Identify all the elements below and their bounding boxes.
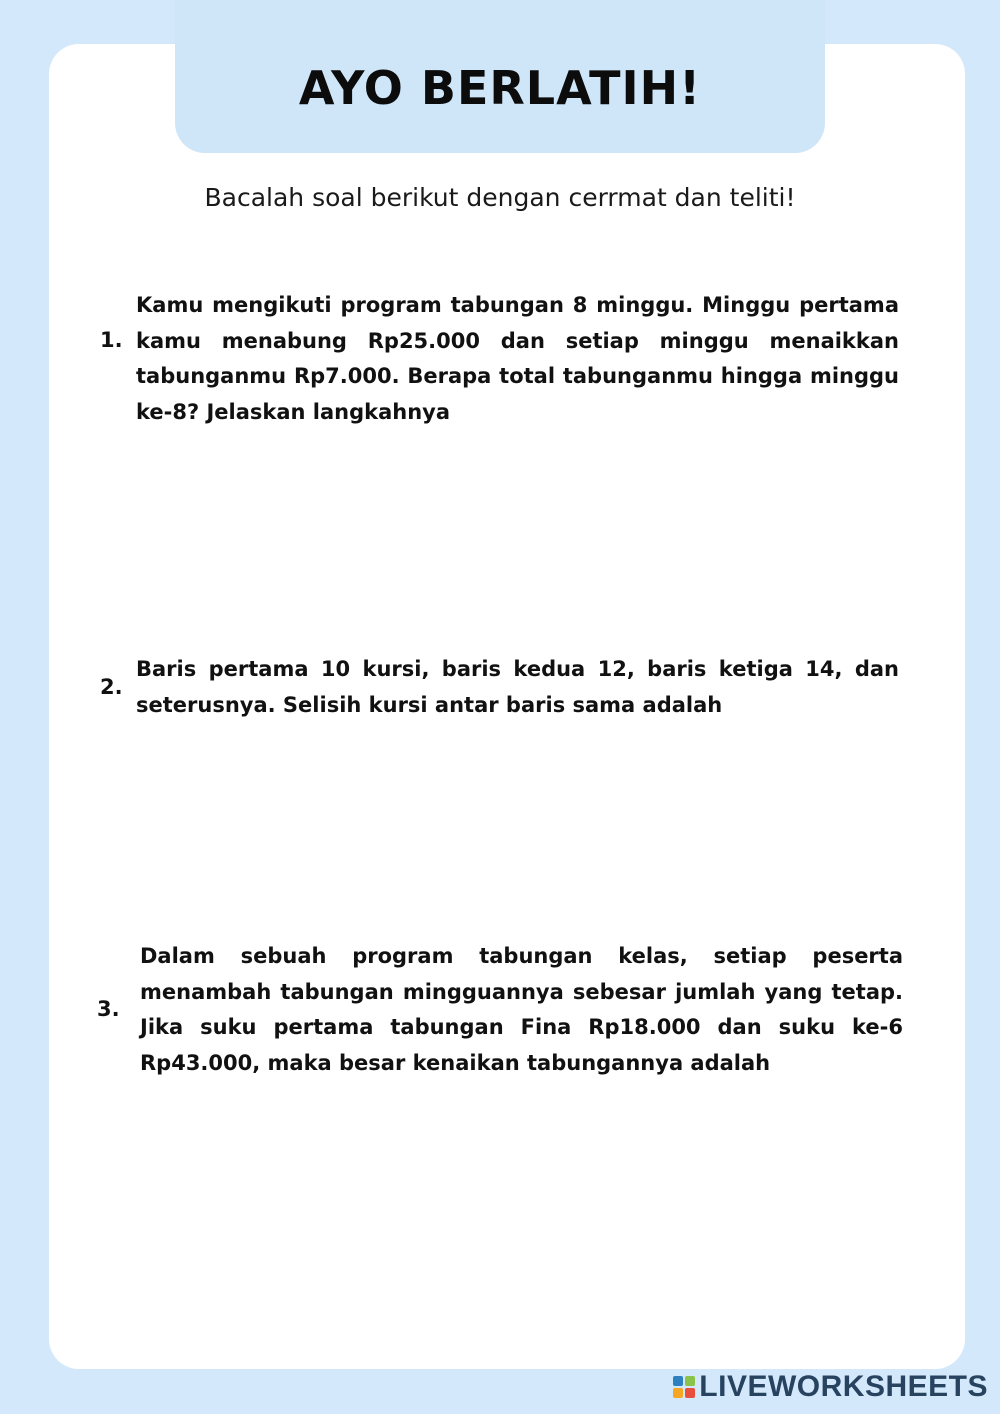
question-text: Baris pertama 10 kursi, baris kedua 12, baris ketiga 14, dan seterusnya. Selisih kursi antar baris sama adalah — [136, 657, 899, 717]
question-number: 1. — [100, 328, 123, 352]
watermark-text: LIVEWORKSHEETS — [699, 1370, 988, 1403]
question-number: 2. — [100, 675, 123, 699]
page-title: AYO BERLATIH! — [298, 60, 702, 115]
question-text: Kamu mengikuti program tabungan 8 minggu. Minggu pertama kamu menabung Rp25.000 dan setiap minggu menaikkan tabunganmu Rp7.000. Berapa total tabunganmu hingga minggu ke-8? Jelaskan langkahnya — [136, 293, 899, 424]
question-number: 3. — [97, 997, 120, 1021]
instruction-text: Bacalah soal berikut dengan cerrmat dan teliti! — [204, 183, 796, 212]
question-text: Dalam sebuah program tabungan kelas, setiap peserta menambah tabungan mingguannya sebesar jumlah yang tetap. Jika suku pertama tabungan Fina Rp18.000 dan suku ke-6 Rp43.000, maka besar kenaikan tabungannya adalah — [140, 944, 903, 1075]
liveworksheets-watermark — [673, 1370, 988, 1404]
title-banner — [175, 0, 825, 153]
liveworksheets-logo-icon — [673, 1376, 695, 1398]
